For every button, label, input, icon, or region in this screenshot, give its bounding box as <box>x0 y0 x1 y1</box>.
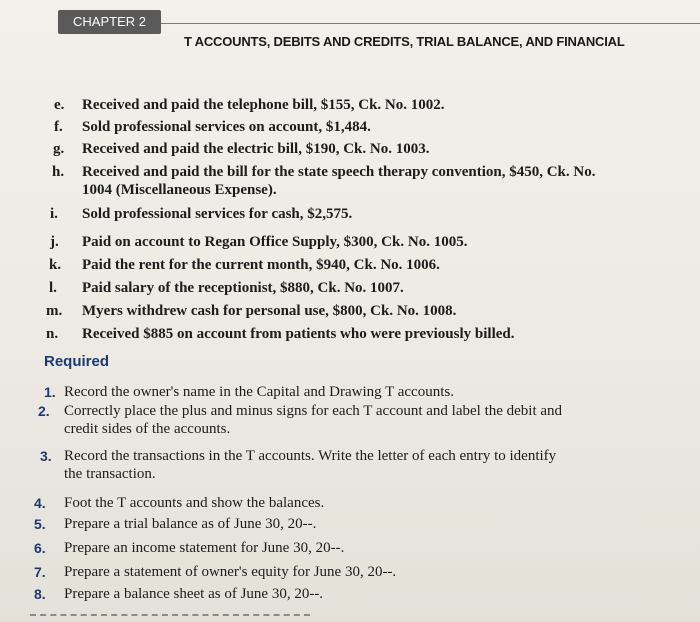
required-text: Prepare an income statement for June 30, 20--. <box>64 540 345 556</box>
transaction-letter: e. <box>54 97 65 113</box>
required-text: Prepare a balance sheet as of June 30, 20--. <box>64 586 324 602</box>
transaction-letter: g. <box>53 141 65 157</box>
transaction-text: Received and paid the bill for the state speech therapy convention, $450, Ck. No. <box>82 164 596 180</box>
required-text: Record the transactions in the T accounts. Write the letter of each entry to identify <box>64 448 557 464</box>
bottom-dashed-rule <box>30 614 310 616</box>
transaction-text: Received $885 on account from patients who were previously billed. <box>82 326 515 342</box>
transaction-letter: l. <box>49 280 57 296</box>
required-text-continued: credit sides of the accounts. <box>64 421 231 437</box>
transaction-letter: m. <box>46 303 63 319</box>
transaction-text: Received and paid the telephone bill, $155, Ck. No. 1002. <box>82 97 445 113</box>
transaction-letter: k. <box>49 257 62 273</box>
running-head: T ACCOUNTS, DEBITS AND CREDITS, TRIAL BALANCE, AND FINANCIAL <box>184 34 625 49</box>
required-text: Record the owner's name in the Capital and Drawing T accounts. <box>64 384 454 400</box>
required-text: Foot the T accounts and show the balances. <box>64 495 325 511</box>
chapter-tab: CHAPTER 2 <box>58 10 161 34</box>
required-number: 4. <box>34 495 46 511</box>
transaction-text: Paid the rent for the current month, $940, Ck. No. 1006. <box>82 257 440 273</box>
transaction-text: Paid on account to Regan Office Supply, $300, Ck. No. 1005. <box>82 234 468 250</box>
required-number: 8. <box>34 586 46 602</box>
transaction-text: Received and paid the electric bill, $190, Ck. No. 1003. <box>82 141 430 157</box>
required-text-continued: the transaction. <box>64 466 156 482</box>
required-number: 3. <box>40 448 52 464</box>
required-number: 5. <box>34 516 46 532</box>
transaction-letter: f. <box>54 119 63 135</box>
transaction-text: Sold professional services for cash, $2,575. <box>82 206 353 222</box>
required-text: Prepare a statement of owner's equity for June 30, 20--. <box>64 564 397 580</box>
header-rule <box>161 23 700 24</box>
transaction-letter: n. <box>46 326 59 342</box>
transaction-text: Sold professional services on account, $1,484. <box>82 119 371 135</box>
required-number: 6. <box>34 540 46 556</box>
required-number: 7. <box>34 564 46 580</box>
required-number: 2. <box>38 403 50 419</box>
transaction-text: Paid salary of the receptionist, $880, Ck. No. 1007. <box>82 280 404 296</box>
transaction-text: Myers withdrew cash for personal use, $800, Ck. No. 1008. <box>82 303 457 319</box>
transaction-letter: h. <box>52 164 65 180</box>
transaction-letter: i. <box>50 206 58 222</box>
transaction-text-continued: 1004 (Miscellaneous Expense). <box>82 182 277 198</box>
required-text: Prepare a trial balance as of June 30, 20--. <box>64 516 317 532</box>
required-text: Correctly place the plus and minus signs for each T account and label the debit and <box>64 403 563 419</box>
required-heading: Required <box>44 353 110 370</box>
transaction-letter: j. <box>50 234 59 250</box>
required-number: 1. <box>44 384 56 400</box>
